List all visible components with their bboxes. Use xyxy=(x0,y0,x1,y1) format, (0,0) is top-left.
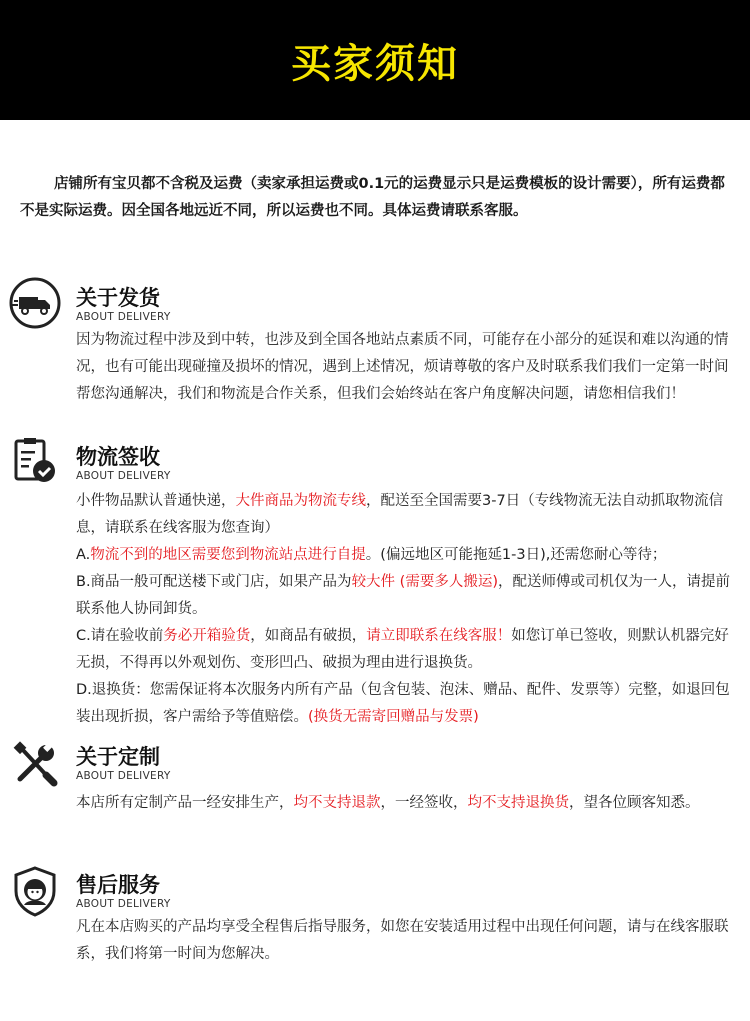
section-title: 物流签收 xyxy=(76,445,160,469)
logistics-paragraph-d: D.退换货：您需保证将本次服务内所有产品（包含包装、泡沫、赠品、配件、发票等）完整，如退回包装出现折损，客户需给予等值赔偿。(换货无需寄回赠品与发票) xyxy=(76,682,730,725)
section-subtitle: ABOUT DELIVERY xyxy=(76,311,171,323)
header-banner xyxy=(0,0,750,120)
section-body xyxy=(76,327,740,408)
section-body xyxy=(76,914,740,968)
logistics-paragraph-c: C.请在验收前务必开箱验货，如商品有破损，请立即联系在线客服！如您订单已签收，则默认机器完好无损，不得再以外观划伤、变形凹凸、破损为理由进行退换货。 xyxy=(76,628,729,671)
section-subtitle: ABOUT DELIVERY xyxy=(76,770,171,782)
intro-notice: 店铺所有宝贝都不含税及运费（卖家承担运费或0.1元的运费显示只是运费模板的设计需要），所有运费都不是实际运费。因全国各地远近不同，所以运费也不同。具体运费请联系客服。 xyxy=(20,176,725,219)
logistics-paragraph-1: 小件物品默认普通快递，大件商品为物流专线，配送至全国需要3-7日（专线物流无法自动抓取物流信息，请联系在线客服为您查询） xyxy=(76,493,724,536)
delivery-truck-icon xyxy=(8,276,62,330)
section-subtitle: ABOUT DELIVERY xyxy=(76,898,171,910)
delivery-text: 因为物流过程中涉及到中转，也涉及到全国各地站点素质不同，可能存在小部分的延误和难以沟通的情况，也有可能出现碰撞及损坏的情况，遇到上述情况，烦请尊敬的客户及时联系我们我们一定第一时间帮您沟通解决，我们和物流是合作关系，但我们会始终站在客户角度解决问题，请您相信我们！ xyxy=(76,332,729,402)
logistics-paragraph-a: A.物流不到的地区需要您到物流站点进行自提。(偏远地区可能拖延1-3日),还需您耐心等待； xyxy=(76,547,667,563)
clipboard-check-icon xyxy=(8,435,62,489)
section-title: 售后服务 xyxy=(76,873,160,897)
logistics-paragraph-b: B.商品一般可配送楼下或门店，如果产品为较大件 (需要多人搬运)，配送师傅或司机仅为一人，请提前联系他人协同卸货。 xyxy=(76,574,730,617)
section-body xyxy=(76,488,740,731)
tools-icon xyxy=(8,737,62,791)
section-title: 关于定制 xyxy=(76,745,160,769)
shield-service-icon xyxy=(8,865,62,919)
page-title: 买家须知 xyxy=(291,40,459,87)
section-body xyxy=(76,790,740,817)
customization-text: 本店所有定制产品一经安排生产，均不支持退款，一经签收，均不支持退换货，望各位顾客知悉。 xyxy=(76,795,700,811)
section-title: 关于发货 xyxy=(76,286,160,310)
section-subtitle: ABOUT DELIVERY xyxy=(76,470,171,482)
after-sales-text: 凡在本店购买的产品均享受全程售后指导服务，如您在安装适用过程中出现任何问题，请与在线客服联系，我们将第一时间为您解决。 xyxy=(76,919,729,962)
